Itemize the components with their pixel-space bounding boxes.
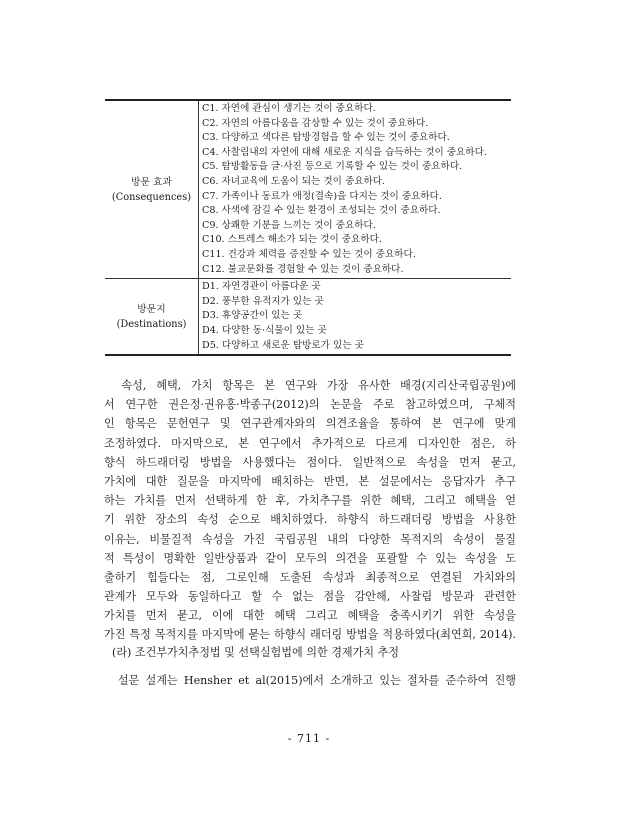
text-line: 이유는, 비물질적 속성을 가진 국립공원 내의 다양한 목적지의 속성이 물질 — [104, 532, 516, 546]
page-number: - 711 - — [287, 732, 331, 745]
table-item: C9. 상쾌한 기분을 느끼는 것이 중요하다. — [202, 219, 376, 231]
text-line: 조정하였다. 마지막으로, 본 연구에서 추가적으로 다르게 디자인한 점은, 하 — [104, 436, 516, 450]
text-line: 가치를 먼저 묻고, 이에 대한 혜택 그리고 혜택을 충족시키기 위한 속성을 — [104, 609, 516, 623]
text-line: 적 특성이 명확한 일반상품과 같이 모두의 의견을 포괄할 수 있는 속성을 도 — [104, 551, 516, 565]
row-label-english: (Destinations) — [116, 318, 187, 330]
text-line: 하는 가치를 먼저 선택하게 한 후, 가치추구를 위한 혜택, 그리고 혜택을 얻 — [104, 494, 516, 508]
text-line: 기 위한 장소의 속성 순으로 배치하였다. 하향식 하드래더링 방법을 사용한 — [104, 513, 516, 527]
text-line: 가치에 대한 질문을 마지막에 배치하는 반면, 본 설문에서는 응답자가 추구 — [104, 474, 516, 488]
table-item: C5. 탐방활동을 글·사진 등으로 기록할 수 있는 것이 중요하다. — [202, 161, 463, 173]
row-label-destinations — [105, 279, 199, 355]
text-line: 관계가 모두와 동일하다고 할 수 없는 점을 감안해, 사찰림 방문과 관련한 — [104, 590, 516, 604]
table-item: C6. 자녀교육에 도움이 되는 것이 중요하다. — [202, 175, 386, 187]
row-label-english: (Consequences) — [111, 191, 192, 203]
row-label-consequences — [105, 100, 199, 279]
table-item: D2. 풍부한 유적지가 있는 곳 — [202, 295, 324, 307]
table-item: C3. 다양하고 색다른 탐방경험을 할 수 있는 것이 중요하다. — [202, 132, 450, 144]
attribute-table — [105, 99, 511, 356]
table-item: C11. 건강과 체력을 증진할 수 있는 것이 중요하다. — [202, 248, 416, 260]
text-line: 출하기 힘들다는 점, 그로인해 도출된 속성과 최종적으로 연결된 가치와의 — [104, 570, 516, 584]
destination-items — [199, 279, 512, 355]
text-line: 가진 특정 목적지를 마지막에 묻는 하향식 래더링 방법을 적용하였다(최연희, 2014). — [104, 628, 516, 642]
table-item: C2. 자연의 아름다움을 감상할 수 있는 것이 중요하다. — [202, 117, 429, 129]
body-paragraph-method — [104, 376, 516, 645]
table-item: D4. 다양한 동·식물이 있는 곳 — [202, 324, 327, 336]
row-label-korean: 방문지 — [137, 303, 166, 315]
table-item: C1. 자연에 관심이 생기는 것이 중요하다. — [202, 103, 376, 114]
text-line: 설문 설계는 Hensher et al(2015)에서 소개하고 있는 절차를 준수하여 진행 — [104, 674, 516, 687]
table-item: D3. 휴양공간이 있는 곳 — [202, 310, 303, 322]
text-line: 서 연구한 권은정·권유홍·박종구(2012)의 논문을 주로 참고하였으며, 구체적 — [104, 398, 516, 412]
text-line: 향식 하드래더링 방법을 사용했다는 점이다. 일반적으로 속성을 먼저 묻고, — [104, 455, 516, 469]
text-line: 인 항목은 문헌연구 및 연구관계자와의 의견조율을 통하여 본 연구에 맞게 — [104, 417, 516, 431]
section-heading: (라) 조건부가치추정법 및 선택실험법에 의한 경제가치 추정 — [112, 646, 400, 659]
table-item: C12. 불교문화를 경험할 수 있는 것이 중요하다. — [202, 263, 404, 275]
row-label-korean: 방문 효과 — [131, 176, 172, 188]
table-item: D5. 다양하고 새로운 탐방로가 있는 곳 — [202, 339, 364, 351]
table-item: C4. 사찰림내의 자연에 대해 새로운 지식을 습득하는 것이 중요하다. — [202, 146, 487, 158]
body-paragraph-survey — [104, 671, 516, 690]
text-line: 속성, 혜택, 가치 항목은 본 연구와 가장 유사한 배경(지리산국립공원)에 — [104, 379, 516, 392]
table-item: C10. 스트레스 해소가 되는 것이 중요하다. — [202, 234, 382, 246]
consequence-items — [199, 100, 512, 279]
table-item: C8. 사색에 잠길 수 있는 환경이 조성되는 것이 중요하다. — [202, 205, 441, 217]
table-item: C7. 가족이나 동료가 애정(결속)을 다지는 것이 중요하다. — [202, 190, 442, 202]
table-item: D1. 자연경관이 아름다운 곳 — [202, 281, 321, 293]
